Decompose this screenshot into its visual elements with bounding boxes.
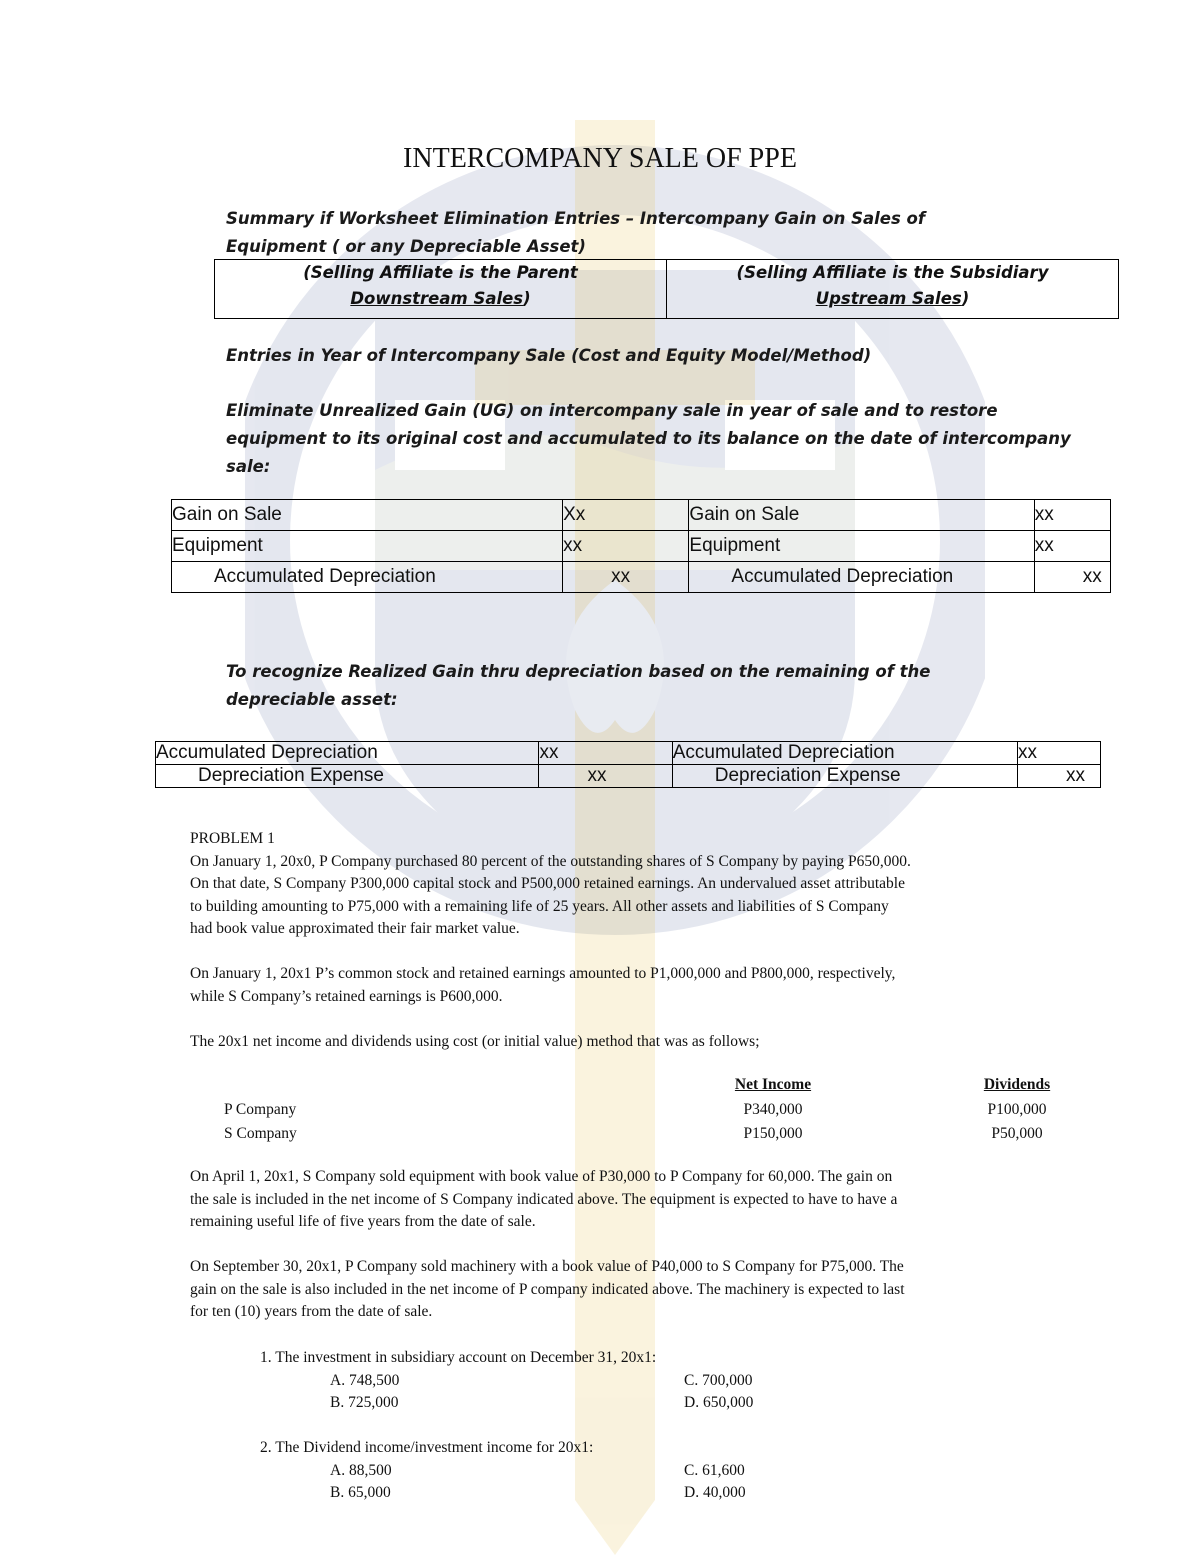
- summary-line-1: Summary if Worksheet Elimination Entries – Intercompany Gain on Sales of: [226, 209, 926, 228]
- right-amount: xx: [1034, 500, 1110, 531]
- parent-header-line-1: (Selling Affiliate is the Parent: [303, 263, 578, 282]
- left-account: Depreciation Expense: [156, 765, 539, 788]
- company-name: S Company: [224, 1125, 297, 1142]
- table-row: [190, 1098, 1108, 1123]
- text-line: the sale is included in the net income of S Company indicated above. The equipment is expected to have to have a: [190, 1190, 898, 1208]
- dividends-header: Dividends: [983, 1076, 1051, 1093]
- text-line: On January 1, 20x0, P Company purchased 80 percent of the outstanding shares of S Company by paying P650,000.: [190, 852, 911, 870]
- net-income-header: Net Income: [734, 1076, 812, 1093]
- text-line: while S Company’s retained earnings is P600,000.: [190, 987, 503, 1005]
- company-name: P Company: [224, 1100, 297, 1118]
- summary-heading: [226, 205, 1026, 261]
- subsidiary-header-cell: [667, 260, 1119, 319]
- choice-a: A. 748,500: [330, 1371, 400, 1389]
- table-row: [190, 1122, 1108, 1147]
- left-account: Gain on Sale: [172, 500, 563, 531]
- text-line: On September 30, 20x1, P Company sold machinery with a book value of P40,000 to S Company for P75,000. The: [190, 1258, 904, 1275]
- text-line: to building amounting to P75,000 with a remaining life of 25 years. All other assets and liabilities of S Company: [190, 897, 889, 915]
- right-account: Accumulated Depreciation: [672, 742, 1017, 765]
- paragraph-5: [190, 1256, 1110, 1324]
- question-1: [260, 1347, 860, 1415]
- text-line: gain on the sale is also included in the net income of P company indicated above. The machinery is expected to last: [190, 1280, 905, 1298]
- parent-header-close: ): [523, 289, 531, 308]
- elimination-entries-table: [171, 499, 1111, 593]
- eliminate-line-1: Eliminate Unrealized Gain (UG) on intercompany sale in year of sale and to restore: [226, 401, 998, 420]
- right-account: Gain on Sale: [689, 500, 1034, 531]
- recognize-line-2: depreciable asset:: [226, 690, 398, 709]
- text-line: On January 1, 20x1 P’s common stock and retained earnings amounted to P1,000,000 and P800,000, respectively,: [190, 965, 896, 982]
- dividends-value: P100,000: [987, 1100, 1047, 1118]
- table-row: [172, 562, 1111, 593]
- text-line: On April 1, 20x1, S Company sold equipment with book value of P30,000 to P Company for 60,000. The gain on: [190, 1168, 893, 1185]
- dividends-value: P50,000: [991, 1125, 1043, 1142]
- left-account: Equipment: [172, 531, 563, 562]
- paragraph-3: The 20x1 net income and dividends using cost (or initial value) method that was as follows;: [190, 1032, 760, 1050]
- table-row: [156, 742, 1101, 765]
- right-account: Equipment: [689, 531, 1034, 562]
- upstream-sales-label: Upstream Sales: [815, 289, 962, 308]
- right-account: Accumulated Depreciation: [689, 562, 1034, 593]
- text-line: had book value approximated their fair market value.: [190, 920, 520, 937]
- choice-d: D. 650,000: [684, 1393, 754, 1411]
- depreciation-entries-table: [155, 741, 1101, 788]
- right-amount: xx: [1017, 765, 1100, 788]
- page-title: INTERCOMPANY SALE OF PPE: [403, 143, 797, 174]
- right-amount: xx: [1034, 562, 1110, 593]
- left-account: Accumulated Depreciation: [172, 562, 563, 593]
- text-line: for ten (10) years from the date of sale.: [190, 1303, 433, 1320]
- left-amount: xx: [539, 765, 672, 788]
- eliminate-line-3: sale:: [226, 457, 271, 476]
- question-2: [260, 1437, 860, 1505]
- choice-a: A. 88,500: [330, 1461, 392, 1479]
- summary-line-2: Equipment ( or any Depreciable Asset): [226, 237, 586, 256]
- left-amount: Xx: [563, 500, 689, 531]
- recognize-heading: [226, 658, 1026, 714]
- right-amount: xx: [1017, 742, 1100, 765]
- paragraph-2: [190, 963, 1110, 1008]
- table-row: [172, 500, 1111, 531]
- text-line: remaining useful life of five years from the date of sale.: [190, 1213, 536, 1230]
- parent-header-cell: [215, 260, 667, 319]
- recognize-line-1: To recognize Realized Gain thru depreciation based on the remaining of the: [226, 662, 931, 681]
- left-amount: xx: [539, 742, 672, 765]
- eliminate-heading: [226, 397, 1136, 481]
- net-income-value: P340,000: [743, 1100, 803, 1118]
- left-amount: xx: [563, 562, 689, 593]
- table-row: [172, 531, 1111, 562]
- choice-c: C. 61,600: [684, 1461, 745, 1479]
- choice-c: C. 700,000: [684, 1371, 753, 1389]
- choice-b: B. 725,000: [330, 1393, 399, 1411]
- net-income-value: P150,000: [743, 1125, 803, 1142]
- affiliate-header-table: [214, 259, 1119, 319]
- choice-b: B. 65,000: [330, 1483, 391, 1501]
- eliminate-line-2: equipment to its original cost and accumulated to its balance on the date of intercompany: [226, 429, 1071, 448]
- net-income-table: [190, 1073, 1108, 1147]
- paragraph-4: [190, 1166, 1110, 1234]
- entries-year-heading: Entries in Year of Intercompany Sale (Cost and Equity Model/Method): [226, 346, 872, 365]
- right-account: Depreciation Expense: [672, 765, 1017, 788]
- subsidiary-header-line-1: (Selling Affiliate is the Subsidiary: [736, 263, 1049, 282]
- right-amount: xx: [1034, 531, 1110, 562]
- downstream-sales-label: Downstream Sales: [350, 289, 524, 308]
- text-line: On that date, S Company P300,000 capital stock and P500,000 retained earnings. An undervalued asset attributable: [190, 875, 905, 892]
- question-text: 1. The investment in subsidiary account on December 31, 20x1:: [260, 1349, 657, 1366]
- table-row: [156, 765, 1101, 788]
- question-text: 2. The Dividend income/investment income for 20x1:: [260, 1439, 594, 1456]
- table-header-row: [190, 1073, 1108, 1098]
- paragraph-1: [190, 851, 1110, 941]
- problem-text: [190, 828, 1110, 1053]
- choice-d: D. 40,000: [684, 1483, 746, 1501]
- left-account: Accumulated Depreciation: [156, 742, 539, 765]
- left-amount: xx: [563, 531, 689, 562]
- subsidiary-header-close: ): [961, 289, 970, 308]
- problem-heading: PROBLEM 1: [190, 830, 275, 847]
